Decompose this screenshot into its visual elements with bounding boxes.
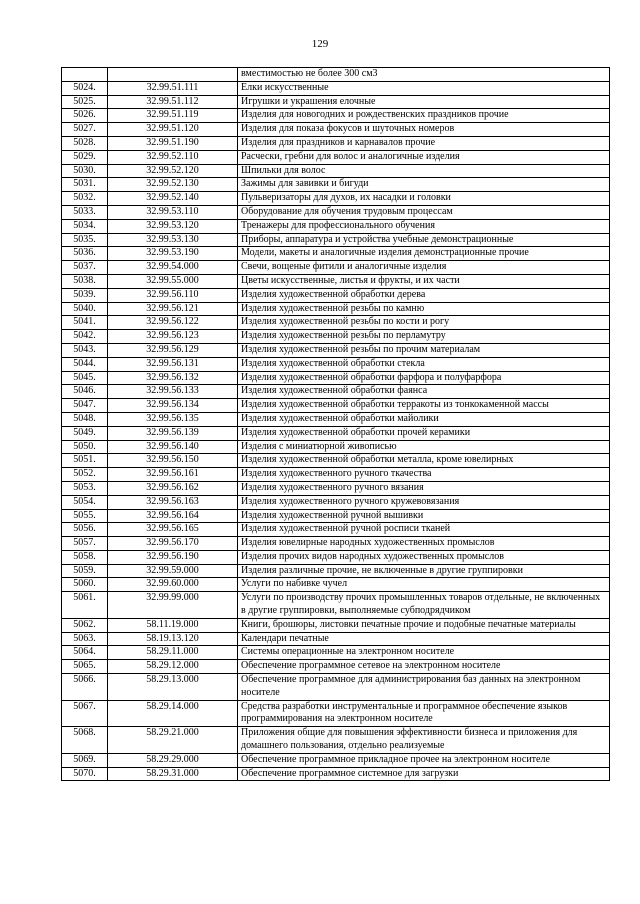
item-name-cell: Изделия художественной резьбы по кости и рогу: [238, 316, 610, 330]
item-name-cell: Обеспечение программное прикладное прочее на электронном носителе: [238, 753, 610, 767]
okpd-code-cell: 32.99.55.000: [108, 274, 238, 288]
table-row: [62, 330, 610, 344]
okpd-code-cell: 58.11.19.000: [108, 618, 238, 632]
okpd-code-cell: 32.99.51.119: [108, 109, 238, 123]
row-number-cell: 5052.: [62, 468, 108, 482]
table-row: [62, 646, 610, 660]
table-row: [62, 109, 610, 123]
okpd-code-cell: 32.99.56.165: [108, 523, 238, 537]
okpd-code-cell: 32.99.56.129: [108, 343, 238, 357]
classification-table: [61, 67, 610, 781]
item-name-cell: Изделия художественной ручной вышивки: [238, 509, 610, 523]
table-row: [62, 700, 610, 727]
table-row: [62, 95, 610, 109]
table-row: [62, 440, 610, 454]
item-name-cell: Системы операционные на электронном носителе: [238, 646, 610, 660]
table-row: [62, 205, 610, 219]
item-name-cell: Изделия различные прочие, не включенные в другие группировки: [238, 564, 610, 578]
item-name-cell: Изделия художественной обработки терракоты из тонкокаменной массы: [238, 399, 610, 413]
item-name-cell: Изделия художественной резьбы по перламутру: [238, 330, 610, 344]
table-row: [62, 123, 610, 137]
item-name-cell: Изделия художественной обработки дерева: [238, 288, 610, 302]
table-row: [62, 426, 610, 440]
table-row: [62, 192, 610, 206]
okpd-code-cell: 32.99.59.000: [108, 564, 238, 578]
item-name-cell: Оборудование для обучения трудовым процессам: [238, 205, 610, 219]
table-row: [62, 578, 610, 592]
row-number-cell: 5037.: [62, 261, 108, 275]
table-row: [62, 767, 610, 781]
okpd-code-cell: 32.99.56.139: [108, 426, 238, 440]
row-number-cell: 5040.: [62, 302, 108, 316]
row-number-cell: 5035.: [62, 233, 108, 247]
okpd-code-cell: [108, 68, 238, 82]
item-name-cell: Изделия художественной обработки прочей керамики: [238, 426, 610, 440]
item-name-cell: Средства разработки инструментальные и программное обеспечение языков программирования на электронном носителе: [238, 700, 610, 727]
table-row: [62, 247, 610, 261]
item-name-cell: Игрушки и украшения елочные: [238, 95, 610, 109]
row-number-cell: 5058.: [62, 550, 108, 564]
row-number-cell: 5025.: [62, 95, 108, 109]
item-name-cell: Изделия художественной ручной росписи тканей: [238, 523, 610, 537]
table-row: [62, 343, 610, 357]
okpd-code-cell: 32.99.52.130: [108, 178, 238, 192]
row-number-cell: 5066.: [62, 674, 108, 701]
item-name-cell: Цветы искусственные, листья и фрукты, и их части: [238, 274, 610, 288]
item-name-cell: Услуги по производству прочих промышленных товаров отдельные, не включенных в другие группировки, выполняемые субподрядчиком: [238, 592, 610, 619]
table-row: [62, 468, 610, 482]
table-row: [62, 399, 610, 413]
item-name-cell: Зажимы для завивки и бигуди: [238, 178, 610, 192]
row-number-cell: [62, 68, 108, 82]
row-number-cell: 5039.: [62, 288, 108, 302]
okpd-code-cell: 32.99.56.134: [108, 399, 238, 413]
item-name-cell: Елки искусственные: [238, 81, 610, 95]
item-name-cell: Модели, макеты и аналогичные изделия демонстрационные прочие: [238, 247, 610, 261]
okpd-code-cell: 32.99.56.135: [108, 412, 238, 426]
table-row: [62, 592, 610, 619]
row-number-cell: 5044.: [62, 357, 108, 371]
item-name-cell: Изделия для праздников и карнавалов прочие: [238, 136, 610, 150]
item-name-cell: Свечи, вощеные фитили и аналогичные изделия: [238, 261, 610, 275]
table-row: [62, 164, 610, 178]
table-row: [62, 357, 610, 371]
row-number-cell: 5045.: [62, 371, 108, 385]
okpd-code-cell: 58.29.21.000: [108, 727, 238, 754]
item-name-cell: Изделия художественной резьбы по камню: [238, 302, 610, 316]
table-row: [62, 81, 610, 95]
okpd-code-cell: 32.99.51.111: [108, 81, 238, 95]
okpd-code-cell: 58.29.14.000: [108, 700, 238, 727]
table-row: [62, 481, 610, 495]
item-name-cell: Изделия художественной обработки стекла: [238, 357, 610, 371]
okpd-code-cell: 32.99.52.110: [108, 150, 238, 164]
okpd-code-cell: 32.99.56.190: [108, 550, 238, 564]
row-number-cell: 5059.: [62, 564, 108, 578]
row-number-cell: 5061.: [62, 592, 108, 619]
row-number-cell: 5050.: [62, 440, 108, 454]
okpd-code-cell: 32.99.53.110: [108, 205, 238, 219]
item-name-cell: Обеспечение программное системное для загрузки: [238, 767, 610, 781]
item-name-cell: Изделия художественной обработки майолики: [238, 412, 610, 426]
row-number-cell: 5067.: [62, 700, 108, 727]
row-number-cell: 5062.: [62, 618, 108, 632]
table-row: [62, 178, 610, 192]
okpd-code-cell: 32.99.99.000: [108, 592, 238, 619]
okpd-code-cell: 32.99.56.161: [108, 468, 238, 482]
okpd-code-cell: 58.29.31.000: [108, 767, 238, 781]
row-number-cell: 5053.: [62, 481, 108, 495]
okpd-code-cell: 32.99.60.000: [108, 578, 238, 592]
table-row: [62, 68, 610, 82]
okpd-code-cell: 32.99.56.131: [108, 357, 238, 371]
row-number-cell: 5034.: [62, 219, 108, 233]
table-row: [62, 316, 610, 330]
row-number-cell: 5057.: [62, 537, 108, 551]
item-name-cell: Обеспечение программное сетевое на электронном носителе: [238, 660, 610, 674]
item-name-cell: Календари печатные: [238, 632, 610, 646]
row-number-cell: 5047.: [62, 399, 108, 413]
row-number-cell: 5043.: [62, 343, 108, 357]
okpd-code-cell: 58.29.12.000: [108, 660, 238, 674]
row-number-cell: 5070.: [62, 767, 108, 781]
table-row: [62, 233, 610, 247]
table-row: [62, 302, 610, 316]
table-row: [62, 537, 610, 551]
okpd-code-cell: 32.99.52.120: [108, 164, 238, 178]
row-number-cell: 5024.: [62, 81, 108, 95]
row-number-cell: 5029.: [62, 150, 108, 164]
okpd-code-cell: 32.99.56.110: [108, 288, 238, 302]
table-row: [62, 564, 610, 578]
item-name-cell: Приборы, аппаратура и устройства учебные демонстрационные: [238, 233, 610, 247]
okpd-code-cell: 32.99.56.162: [108, 481, 238, 495]
item-name-cell: Изделия художественного ручного вязания: [238, 481, 610, 495]
row-number-cell: 5063.: [62, 632, 108, 646]
row-number-cell: 5031.: [62, 178, 108, 192]
okpd-code-cell: 32.99.51.120: [108, 123, 238, 137]
row-number-cell: 5033.: [62, 205, 108, 219]
row-number-cell: 5041.: [62, 316, 108, 330]
row-number-cell: 5036.: [62, 247, 108, 261]
table-body: [62, 68, 610, 781]
row-number-cell: 5060.: [62, 578, 108, 592]
row-number-cell: 5054.: [62, 495, 108, 509]
item-name-cell: Книги, брошюры, листовки печатные прочие и подобные печатные материалы: [238, 618, 610, 632]
row-number-cell: 5027.: [62, 123, 108, 137]
row-number-cell: 5069.: [62, 753, 108, 767]
table-row: [62, 150, 610, 164]
item-name-cell: Услуги по набивке чучел: [238, 578, 610, 592]
okpd-code-cell: 32.99.51.190: [108, 136, 238, 150]
item-name-cell: Изделия художественной обработки фаянса: [238, 385, 610, 399]
row-number-cell: 5051.: [62, 454, 108, 468]
table-row: [62, 274, 610, 288]
okpd-code-cell: 32.99.56.164: [108, 509, 238, 523]
okpd-code-cell: 32.99.56.150: [108, 454, 238, 468]
table-row: [62, 454, 610, 468]
table-row: [62, 727, 610, 754]
table-row: [62, 136, 610, 150]
okpd-code-cell: 32.99.56.140: [108, 440, 238, 454]
row-number-cell: 5056.: [62, 523, 108, 537]
row-number-cell: 5048.: [62, 412, 108, 426]
okpd-code-cell: 58.29.11.000: [108, 646, 238, 660]
item-name-cell: Изделия прочих видов народных художественных промыслов: [238, 550, 610, 564]
row-number-cell: 5026.: [62, 109, 108, 123]
table-row: [62, 509, 610, 523]
okpd-code-cell: 58.29.29.000: [108, 753, 238, 767]
row-number-cell: 5028.: [62, 136, 108, 150]
okpd-code-cell: 32.99.56.123: [108, 330, 238, 344]
okpd-code-cell: 58.29.13.000: [108, 674, 238, 701]
okpd-code-cell: 32.99.53.190: [108, 247, 238, 261]
item-name-cell: Изделия ювелирные народных художественных промыслов: [238, 537, 610, 551]
okpd-code-cell: 32.99.51.112: [108, 95, 238, 109]
okpd-code-cell: 32.99.54.000: [108, 261, 238, 275]
item-name-cell: Изделия художественной резьбы по прочим материалам: [238, 343, 610, 357]
table-row: [62, 618, 610, 632]
table-row: [62, 660, 610, 674]
item-name-cell: Изделия художественной обработки фарфора и полуфарфора: [238, 371, 610, 385]
row-number-cell: 5064.: [62, 646, 108, 660]
okpd-code-cell: 32.99.56.163: [108, 495, 238, 509]
page-number: 129: [311, 38, 329, 50]
table-row: [62, 632, 610, 646]
item-name-cell: Обеспечение программное для администрирования баз данных на электронном носителе: [238, 674, 610, 701]
item-name-cell: Изделия художественного ручного кружевовязания: [238, 495, 610, 509]
row-number-cell: 5055.: [62, 509, 108, 523]
row-number-cell: 5038.: [62, 274, 108, 288]
table-row: [62, 261, 610, 275]
okpd-code-cell: 32.99.56.121: [108, 302, 238, 316]
okpd-code-cell: 58.19.13.120: [108, 632, 238, 646]
item-name-cell: Изделия художественного ручного ткачества: [238, 468, 610, 482]
row-number-cell: 5065.: [62, 660, 108, 674]
row-number-cell: 5032.: [62, 192, 108, 206]
table-row: [62, 523, 610, 537]
item-name-cell: Изделия с миниатюрной живописью: [238, 440, 610, 454]
item-name-cell: Изделия для показа фокусов и шуточных номеров: [238, 123, 610, 137]
table-row: [62, 219, 610, 233]
table-row: [62, 385, 610, 399]
okpd-code-cell: 32.99.56.133: [108, 385, 238, 399]
item-name-cell: Пульверизаторы для духов, их насадки и головки: [238, 192, 610, 206]
okpd-code-cell: 32.99.53.130: [108, 233, 238, 247]
okpd-code-cell: 32.99.56.132: [108, 371, 238, 385]
table-row: [62, 753, 610, 767]
row-number-cell: 5030.: [62, 164, 108, 178]
table-row: [62, 550, 610, 564]
table-row: [62, 674, 610, 701]
item-name-cell: Изделия для новогодних и рождественских праздников прочие: [238, 109, 610, 123]
okpd-code-cell: 32.99.56.122: [108, 316, 238, 330]
item-name-cell: Тренажеры для профессионального обучения: [238, 219, 610, 233]
table-row: [62, 495, 610, 509]
item-name-cell: Расчески, гребни для волос и аналогичные изделия: [238, 150, 610, 164]
item-name-cell: вместимостью не более 300 см3: [238, 68, 610, 82]
item-name-cell: Шпильки для волос: [238, 164, 610, 178]
table-row: [62, 371, 610, 385]
okpd-code-cell: 32.99.52.140: [108, 192, 238, 206]
row-number-cell: 5042.: [62, 330, 108, 344]
item-name-cell: Приложения общие для повышения эффективности бизнеса и приложения для домашнего пользования, отдельно реализуемые: [238, 727, 610, 754]
table-row: [62, 288, 610, 302]
table-row: [62, 412, 610, 426]
okpd-code-cell: 32.99.53.120: [108, 219, 238, 233]
item-name-cell: Изделия художественной обработки металла, кроме ювелирных: [238, 454, 610, 468]
row-number-cell: 5068.: [62, 727, 108, 754]
row-number-cell: 5046.: [62, 385, 108, 399]
row-number-cell: 5049.: [62, 426, 108, 440]
okpd-code-cell: 32.99.56.170: [108, 537, 238, 551]
